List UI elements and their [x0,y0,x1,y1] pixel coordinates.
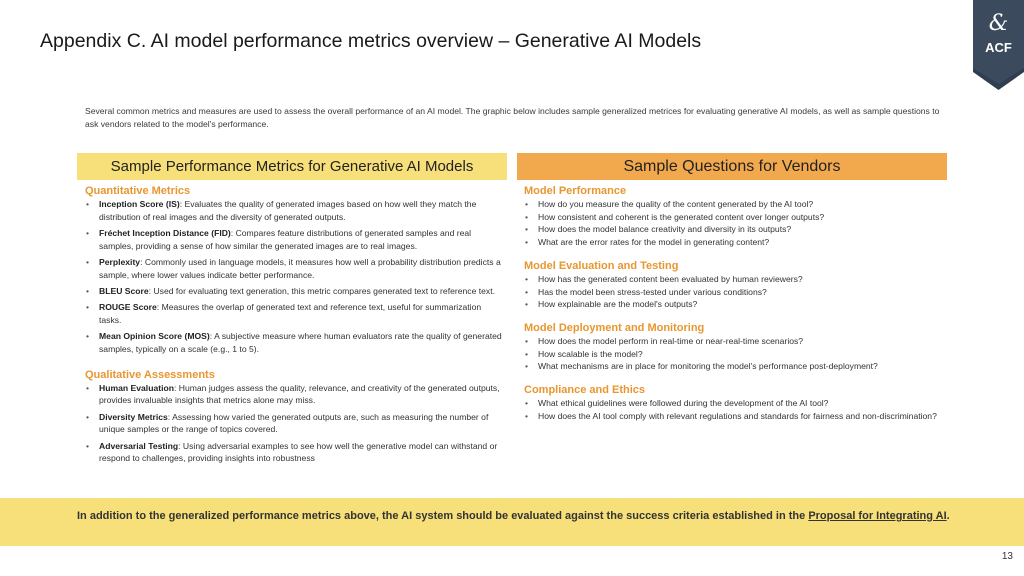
list-item: • How explainable are the model's outputs? [524,298,944,311]
section-title-compliance-ethics: Compliance and Ethics [524,384,646,397]
list-item: • How scalable is the model? [524,348,944,361]
list-item: • How does the model balance creativity and diversity in its outputs? [524,223,944,236]
list-item: • How do you measure the quality of the content generated by the AI tool? [524,198,944,211]
list-item: • What are the error rates for the model in generating content? [524,236,944,249]
list-item: • Adversarial Testing: Using adversarial examples to see how well the generative model can withstand or respond to challenges, providing insights into robustness [85,440,505,465]
list-item: • Fréchet Inception Distance (FID): Compares feature distributions of generated samples and real samples, providing a sense of how similar the generated images are to real images. [85,227,505,252]
list-item: • How has the generated content been evaluated by human reviewers? [524,273,944,286]
bottom-banner [0,498,1024,546]
list-item: • ROUGE Score: Measures the overlap of generated text and reference text, useful for summarization tasks. [85,301,505,326]
intro-paragraph: Several common metrics and measures are used to assess the overall performance of an AI model. The graphic below includes sample generalized metrices for evaluating generative AI models, as well as sample questions to ask vendors related to the model's performance. [85,106,940,129]
metrics-column [85,184,505,468]
questions-header: Sample Questions for Vendors [517,153,947,180]
qualitative-list [85,382,505,465]
compliance-ethics-list [524,397,944,422]
model-performance-list [524,198,944,249]
page-title: Appendix C. AI model performance metrics overview – Generative AI Models [40,30,702,52]
list-item: • Human Evaluation: Human judges assess the quality, relevance, and creativity of the generated outputs, provides invaluable insights that metrics alone may miss. [85,382,505,407]
page-number: 13 [1001,551,1013,562]
questions-column [524,184,944,422]
acf-logo [973,0,1024,90]
metrics-header: Sample Performance Metrics for Generative AI Models [77,153,507,180]
list-item: • Inception Score (IS): Evaluates the quality of generated images based on how well they match the distribution of real images and the diversity of generated outputs. [85,198,505,223]
list-item: • Diversity Metrics: Assessing how varied the generated outputs are, such as measuring the number of unique samples or the range of topics covered. [85,411,505,436]
list-item: • Has the model been stress-tested under various conditions? [524,286,944,299]
proposal-link[interactable]: Proposal for Integrating AI [808,510,947,522]
banner-text: In addition to the generalized performance metrics above, the AI system should be evaluated against the success criteria established in the Proposal for Integrating AI. [77,510,950,522]
section-title-quantitative: Quantitative Metrics [85,185,191,197]
section-title-evaluation-testing: Model Evaluation and Testing [524,259,679,272]
list-item: • What ethical guidelines were followed during the development of the AI tool? [524,397,944,410]
list-item: • How does the AI tool comply with relevant regulations and standards for fairness and non-discrimination? [524,410,944,423]
section-title-model-performance: Model Performance [524,185,627,197]
list-item: • BLEU Score: Used for evaluating text generation, this metric compares generated text to reference text. [85,285,505,298]
list-item: • Mean Opinion Score (MOS): A subjective measure where human evaluators rate the quality of generated samples, typically on a scale (e.g., 1 to 5). [85,330,505,355]
logo-text: ACF [985,40,1012,55]
quantitative-list [85,198,505,355]
list-item: • How consistent and coherent is the generated content over longer outputs? [524,211,944,224]
evaluation-testing-list [524,273,944,311]
deployment-monitoring-list [524,335,944,373]
list-item: • What mechanisms are in place for monitoring the model's performance post-deployment? [524,360,944,373]
list-item: • Perplexity: Commonly used in language models, it measures how well a probability distribution predicts a sample, where lower values indicate better performance. [85,256,505,281]
section-title-deployment-monitoring: Model Deployment and Monitoring [524,321,705,334]
section-title-qualitative: Qualitative Assessments [85,368,215,381]
list-item: • How does the model perform in real-time or near-real-time scenarios? [524,335,944,348]
logo-ampersand: & [988,11,1009,36]
